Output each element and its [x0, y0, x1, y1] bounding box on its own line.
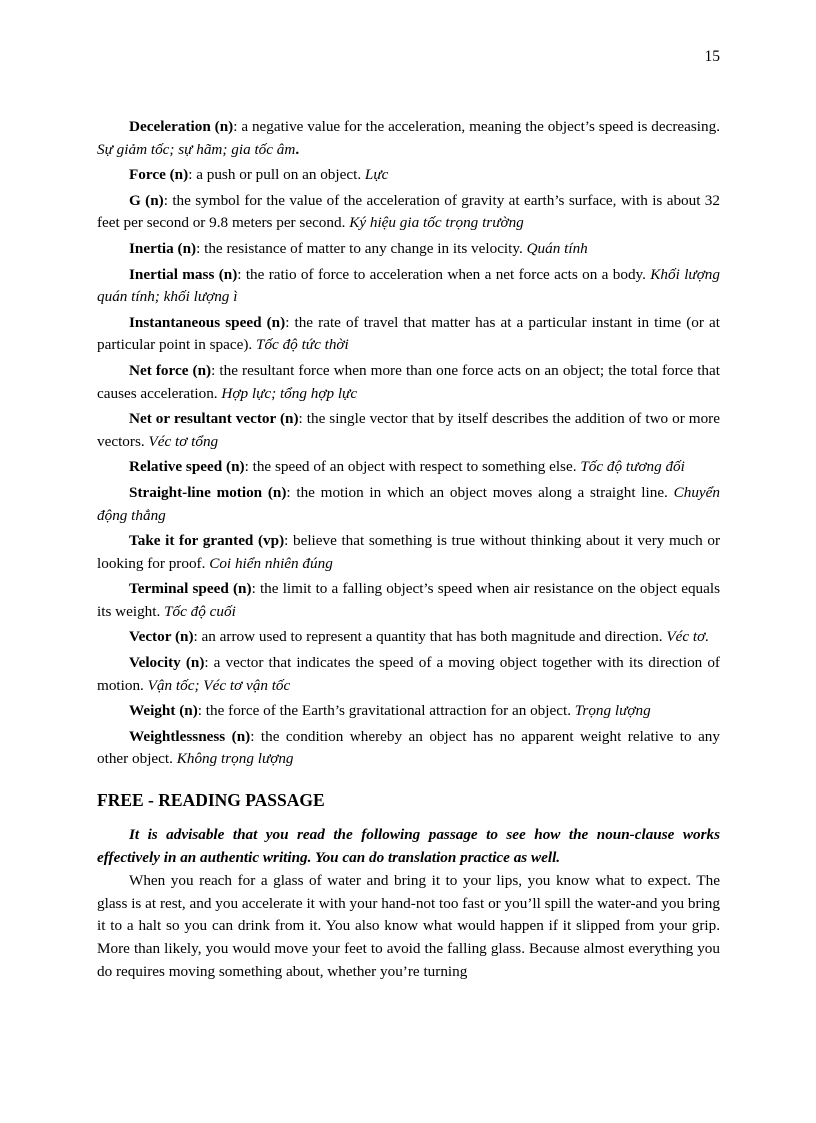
glossary-vietnamese: Tốc độ tương đối — [580, 458, 685, 476]
glossary-entry — [97, 164, 720, 187]
glossary-definition: : the ratio of force to acceleration when a net force acts on a body. — [237, 265, 651, 283]
glossary-definition: : the force of the Earth’s gravitational attraction for an object. — [197, 702, 575, 720]
page-number: 15 — [704, 48, 720, 65]
glossary-vietnamese: Quán tính — [526, 239, 588, 257]
glossary-term: G (n) — [129, 191, 164, 209]
glossary-entry — [97, 726, 720, 771]
glossary-vietnamese: Hợp lực; tổng hợp lực — [221, 384, 358, 402]
glossary-term: Net force (n) — [129, 361, 212, 379]
glossary-definition: : the limit to a falling object’s speed when air resistance on the object equals its weight. — [97, 580, 720, 620]
glossary-definition: : a push or pull on an object. — [188, 166, 365, 184]
glossary-entry — [97, 530, 720, 575]
glossary-entry — [97, 190, 720, 235]
glossary-definition: : the condition whereby an object has no apparent weight relative to any other object. — [97, 727, 720, 768]
glossary-entry — [97, 312, 720, 357]
glossary-entry — [97, 700, 720, 723]
glossary-vietnamese: Sự giảm tốc; sự hãm; gia tốc âm — [97, 140, 296, 158]
glossary-term: Force (n) — [129, 166, 189, 184]
glossary-term: Velocity (n) — [129, 654, 205, 672]
glossary-definition: : a negative value for the acceleration, meaning the object’s speed is decreasing. — [233, 118, 720, 135]
section-heading: FREE - READING PASSAGE — [97, 790, 325, 811]
glossary-term: Net or resultant vector (n) — [129, 410, 299, 428]
glossary-vietnamese: Trọng lượng — [574, 702, 651, 720]
glossary-term: Deceleration (n) — [129, 118, 234, 135]
glossary-trailing-punct: . — [295, 140, 300, 158]
glossary-vietnamese: Không trọng lượng — [176, 750, 294, 768]
glossary-vietnamese: Tốc độ tức thời — [256, 336, 349, 354]
glossary-entry — [97, 116, 720, 161]
glossary-vietnamese: Chuyển động thẳng — [97, 483, 720, 524]
glossary-term: Inertial mass (n) — [129, 265, 238, 283]
glossary-term: Weight (n) — [129, 702, 198, 720]
glossary-definition: : the rate of travel that matter has at a particular instant in time (or at particular point in space). — [97, 313, 720, 354]
glossary-entry — [97, 264, 720, 309]
glossary-vietnamese: Vận tốc; Véc tơ vận tốc — [147, 676, 291, 694]
glossary-vietnamese: Coi hiển nhiên đúng — [209, 554, 333, 572]
glossary-vietnamese: Véc tơ tổng — [148, 432, 219, 450]
glossary-term: Weightlessness (n) — [129, 727, 251, 745]
glossary-entry — [97, 626, 720, 649]
glossary-vietnamese: Véc tơ. — [666, 628, 710, 646]
passage-intro: It is advisable that you read the following passage to see how the noun-clause works effectively in an authentic writing. You can do translation practice as well. — [97, 826, 720, 866]
glossary-vietnamese: Tốc độ cuối — [164, 602, 236, 620]
glossary-vietnamese: Lực — [364, 166, 389, 184]
glossary-entry — [97, 408, 720, 453]
glossary-term: Take it for granted (vp) — [129, 532, 285, 550]
glossary-vietnamese: Ký hiệu gia tốc trọng trường — [349, 214, 524, 232]
glossary-entry — [97, 482, 720, 527]
page-content — [97, 116, 720, 983]
glossary-entry — [97, 456, 720, 479]
glossary-term: Terminal speed (n) — [129, 580, 252, 598]
glossary-definition: : the single vector that by itself describes the addition of two or more vectors. — [97, 410, 720, 450]
glossary-entry — [97, 360, 720, 405]
glossary-term: Relative speed (n) — [129, 458, 245, 476]
glossary-vietnamese: Khối lượng quán tính; khối lượng ì — [97, 265, 720, 306]
glossary-term: Vector (n) — [129, 628, 194, 646]
glossary-definition: : a vector that indicates the speed of a moving object together with its direction of motion. — [97, 654, 720, 694]
glossary-entry — [97, 578, 720, 623]
glossary-definition: : the resultant force when more than one force acts on an object; the total force that causes acceleration. — [97, 361, 720, 402]
glossary-definition: : the speed of an object with respect to something else. — [244, 458, 581, 476]
glossary-entry — [97, 652, 720, 697]
glossary-definition: : an arrow used to represent a quantity that has both magnitude and direction. — [193, 628, 667, 646]
passage-body: When you reach for a glass of water and bring it to your lips, you know what to expect. The glass is at rest, and you accelerate it with your hand-not too fast or you’ll spill the water-and you bring it to a halt so you can drink from it. You also know what would happen if it slipped from your grip. More than likely, you would move your feet to avoid the falling glass. Because almost everything you do requires moving something about, whether you’re turning — [97, 872, 720, 980]
glossary-definition: : the resistance of matter to any change in its velocity. — [196, 239, 527, 257]
glossary-definition: : the symbol for the value of the acceleration of gravity at earth’s surface, with is about 32 feet per second or 9.8 meters per second. — [97, 191, 720, 232]
glossary-entry — [97, 238, 720, 261]
glossary-term: Straight-line motion (n) — [129, 483, 287, 501]
glossary-definition: : the motion in which an object moves along a straight line. — [286, 483, 674, 501]
glossary-definition: : believe that something is true without thinking about it very much or looking for proof. — [97, 532, 720, 572]
glossary-term: Instantaneous speed (n) — [129, 313, 286, 331]
glossary-list — [97, 116, 720, 771]
glossary-term: Inertia (n) — [129, 239, 197, 257]
